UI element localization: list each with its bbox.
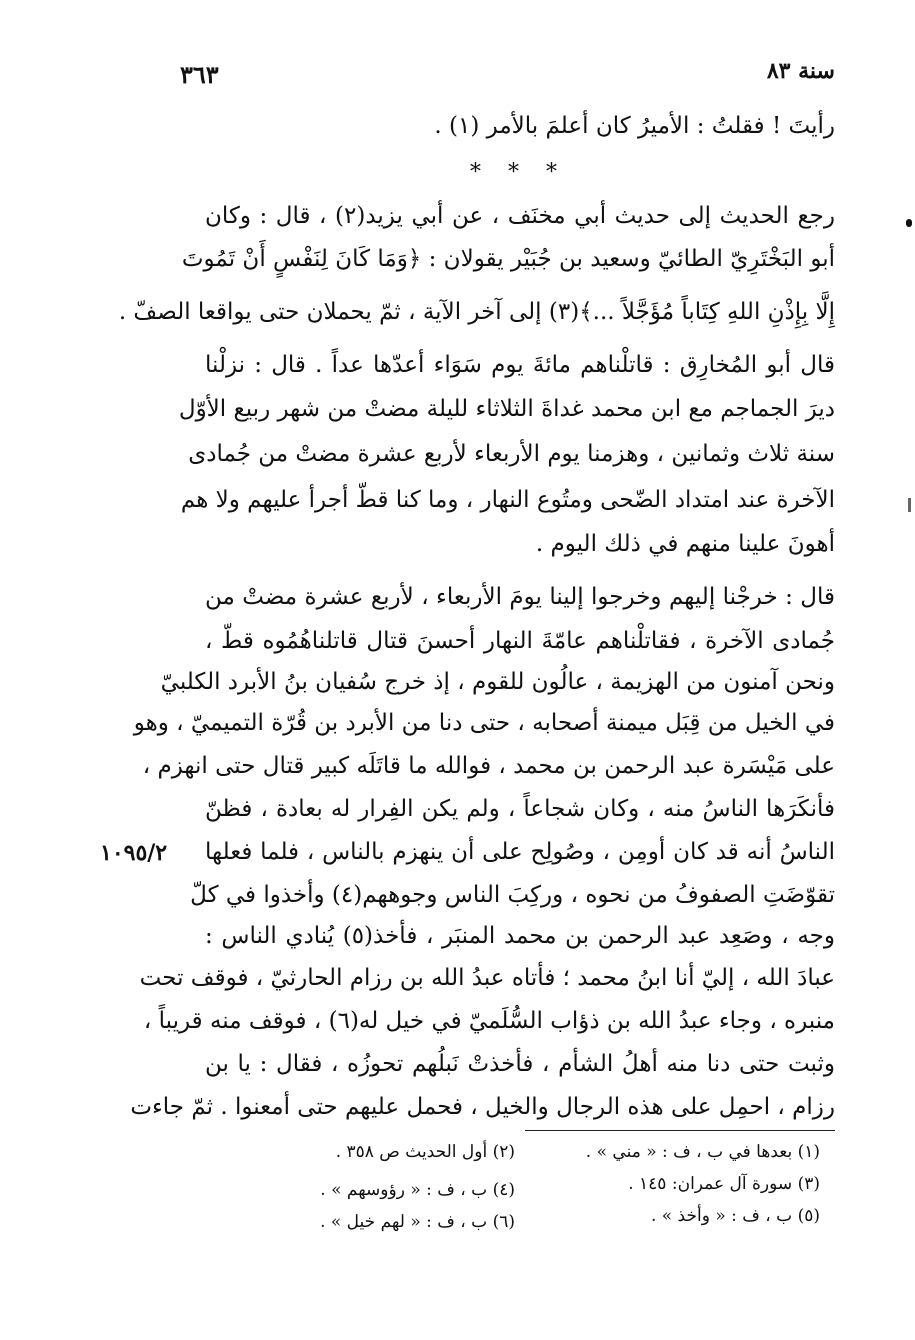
- footnote: (٢) أول الحديث ص ٣٥٨ .: [335, 1142, 515, 1162]
- text-line: رزام ، احمِل على هذه الرجال والخيل ، فحمل عليهم حتى أمعنوا . ثمّ جاءت: [130, 1094, 835, 1120]
- text-line: الناسُ أنه قد كان أومِن ، وصُولِح على أن ينهزم بالناس ، فلما فعلها: [205, 839, 835, 865]
- text-line: منبره ، وجاء عبدُ الله بن ذؤاب السُّلَميّ في خيل له(٦) ، فوقف منه قريباً ،: [143, 1008, 835, 1034]
- footnote: (١) بعدها في ب ، ف : « مني » .: [585, 1142, 820, 1162]
- text-line: في الخيل من قِبَل ميمنة أصحابه ، حتى دنا من الأبرد بن قُرّة التميميّ ، وهو: [133, 710, 835, 736]
- text-line: جُمادى الآخرة ، فقاتلْناهم عامّةَ النهار أحسنَ قتال قاتلناهُمُوه قطّ ،: [205, 628, 835, 654]
- text-line: قال أبو المُخارِق : قاتلْناهم مائةَ يوم سَوَاء أعدّها عداً . قال : نزلْنا: [205, 352, 835, 378]
- footnote: (٣) سورة آل عمران: ١٤٥ .: [628, 1174, 820, 1194]
- margin-page-reference: ١٠٩٥/٢: [100, 840, 168, 866]
- margin-mark: [908, 498, 911, 512]
- year-label: سنة ٨٣: [766, 58, 835, 84]
- text-line: ديرَ الجماجم مع ابن محمد غداةَ الثلاثاء لليلة مضتْ من شهر ربيع الأوّل: [178, 396, 835, 422]
- text-line: ونحن آمنون من الهزيمة ، عالُون للقوم ، إذ خرج سُفيان بنُ الأبرد الكلبيّ: [160, 669, 835, 695]
- footnote-rule: [525, 1130, 835, 1131]
- footnote: (٦) ب ، ف : « لهم خيل » .: [320, 1212, 515, 1232]
- text-line: وثبت حتى دنا منه أهلُ الشأم ، فأخذتْ نَبلُهم تحوزُه ، فقال : يا بن: [205, 1051, 835, 1077]
- text-line: أهونَ علينا منهم في ذلك اليوم .: [535, 531, 835, 557]
- text-line: إِلَّا بِإِذْنِ اللهِ كِتَاباً مُؤَجَّلاً ...﴾(٣) إلى آخر الآية ، ثمّ يحملان حتى يواقعا الصفّ .: [118, 299, 835, 325]
- page-number: ٣٦٣: [180, 60, 219, 89]
- text-line: على مَيْسَرة عبد الرحمن بن محمد ، فوالله ما قاتَلَه كبير قتال حتى انهزم ،: [142, 753, 835, 779]
- text-line: الآخرة عند امتداد الضّحى ومتُوع النهار ، وما كنا قطّ أجرأ عليهم ولا هم: [180, 487, 835, 513]
- text-line: فأنكَرَها الناسُ منه ، وكان شجاعاً ، ولم يكن الفِرار له بعادة ، فظنّ: [205, 796, 835, 822]
- footnote: (٤) ب ، ف : « رؤوسهم » .: [320, 1180, 515, 1200]
- text-line: سنة ثلاث وثمانين ، وهزمنا يوم الأربعاء لأربع عشرة مضتْ من جُمادى: [188, 441, 835, 467]
- text-line: وجه ، وصَعِد عبد الرحمن بن محمد المنبَر ، فأخذ(٥) يُنادي الناس :: [205, 923, 836, 949]
- footnote: (٥) ب ، ف : « وأخذ » .: [650, 1206, 820, 1226]
- text-line: أبو البَخْتَرِيّ الطائيّ وسعيد بن جُبَيْر يقولان : ﴿وَمَا كَانَ لِنَفْسٍ أَنْ تَمُوتَ: [181, 246, 835, 272]
- text-line: رجع الحديث إلى حديث أبي مخنَف ، عن أبي يزيد(٢) ، قال : وكان: [205, 203, 836, 229]
- margin-mark: [906, 219, 912, 227]
- text-line: رأيتَ ! فقلتُ : الأميرُ كان أعلمَ بالأمر (١) .: [434, 113, 835, 139]
- text-line: قال : خرجْنا إليهم وخرجوا إلينا يومَ الأربعاء ، لأربع عشرة مضتْ من: [205, 584, 835, 610]
- text-line: تقوّضَتِ الصفوفُ من نحوه ، وركِبَ الناس وجوههم(٤) وأخذوا في كلّ: [190, 882, 835, 908]
- section-separator: * * *: [470, 160, 567, 185]
- text-line: عبادَ الله ، إليّ أنا ابنُ محمد ؛ فأتاه عبدُ الله بن رزام الحارثيّ ، فوقف تحت: [139, 965, 835, 991]
